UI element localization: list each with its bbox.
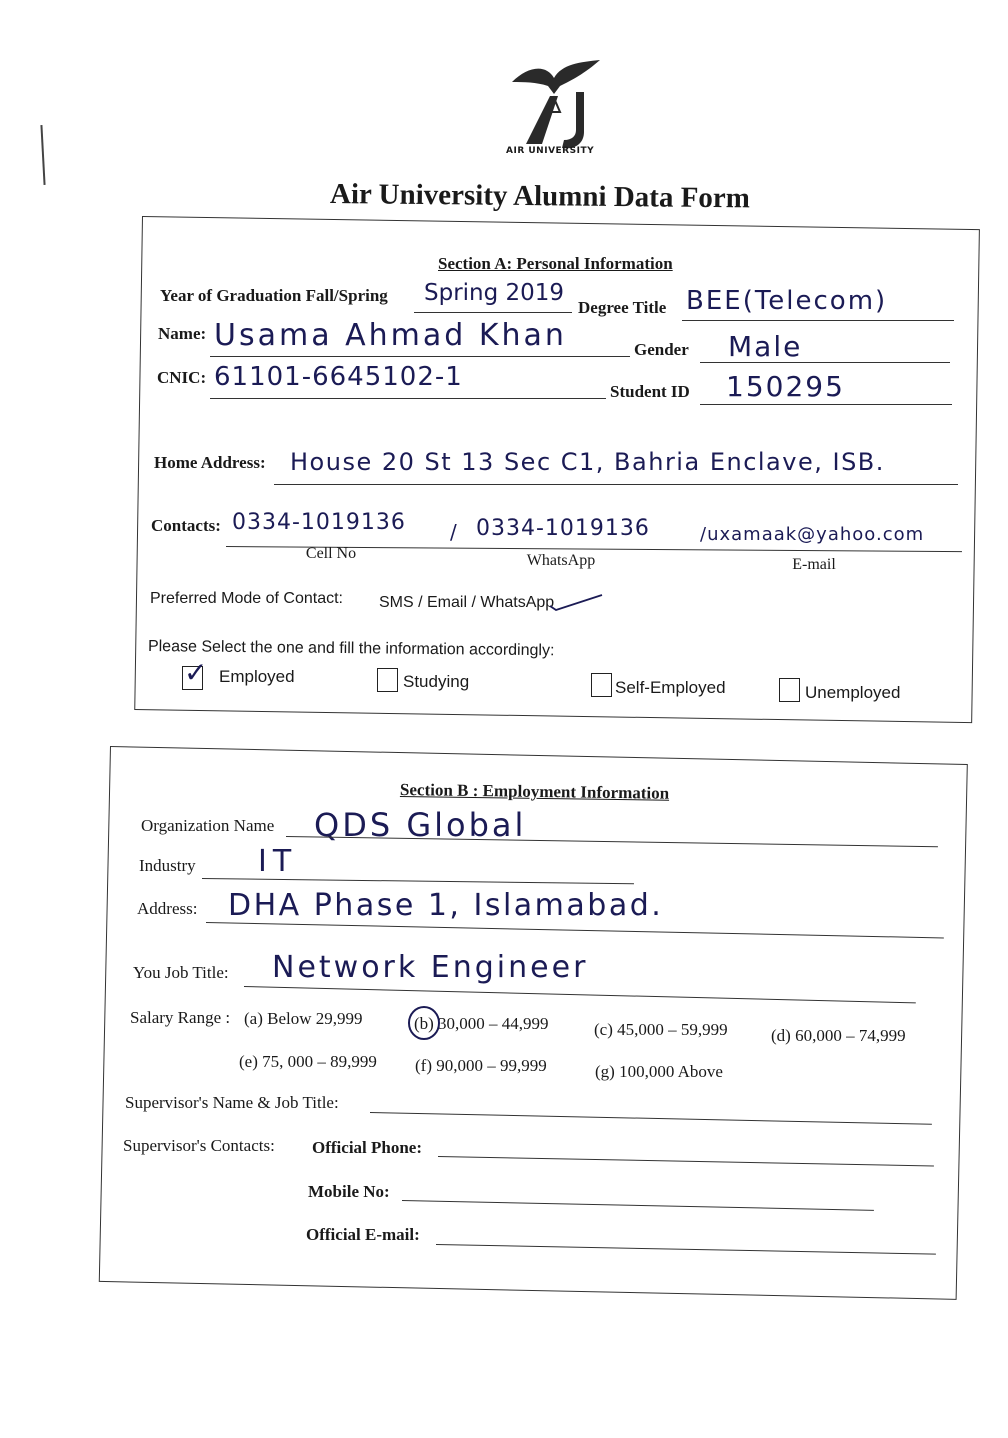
salary-label: Salary Range : <box>130 1008 231 1027</box>
degree-field[interactable]: BEE(Telecom) <box>686 286 888 316</box>
home-address-underline <box>274 484 958 485</box>
email-caption: E-mail <box>792 556 836 573</box>
home-address-field[interactable]: House 20 St 13 Sec C1, Bahria Enclave, ISB. <box>290 448 885 476</box>
employer-address-field[interactable]: DHA Phase 1, Islamabad. <box>228 888 664 923</box>
salary-option-c[interactable]: (c) 45,000 – 59,999 <box>594 1020 728 1039</box>
year-label: Year of Graduation Fall/Spring <box>160 286 388 305</box>
official-email-label: Official E-mail: <box>306 1225 420 1244</box>
contacts-separator: / <box>450 520 459 544</box>
salary-option-b[interactable]: 30,000 – 44,999 <box>438 1014 549 1033</box>
name-label: Name: <box>158 324 207 343</box>
form-title: Air University Alumni Data Form <box>329 178 751 215</box>
supervisor-contacts-label: Supervisor's Contacts: <box>123 1136 275 1155</box>
self-employed-label: Self-Employed <box>615 678 726 697</box>
employed-label: Employed <box>219 667 295 686</box>
name-underline <box>210 356 630 357</box>
section-b-heading: Section B : Employment Information <box>399 780 670 803</box>
preferred-tick-mark <box>548 592 604 612</box>
employer-address-label: Address: <box>137 899 198 918</box>
studying-label: Studying <box>403 672 470 691</box>
salary-selected-circle <box>406 1002 442 1042</box>
student-id-underline <box>700 404 952 405</box>
unemployed-checkbox[interactable] <box>779 678 800 702</box>
preferred-contact-label: Preferred Mode of Contact: <box>150 590 343 607</box>
name-field[interactable]: Usama Ahmad Khan <box>214 318 567 353</box>
organization-label: Organization Name <box>141 816 275 835</box>
email-field[interactable]: /uxamaak@yahoo.com <box>700 524 925 545</box>
contacts-label: Contacts: <box>151 516 221 535</box>
unemployed-label: Unemployed <box>805 683 901 702</box>
official-phone-label: Official Phone: <box>312 1138 423 1157</box>
salary-option-g[interactable]: (g) 100,000 Above <box>595 1062 723 1081</box>
salary-option-d[interactable]: (d) 60,000 – 74,999 <box>771 1026 906 1045</box>
organization-field[interactable]: QDS Global <box>314 806 527 844</box>
salary-option-a[interactable]: (a) Below 29,999 <box>244 1009 363 1028</box>
salary-option-b-mark: (b) <box>414 1014 434 1033</box>
supervisor-name-label: Supervisor's Name & Job Title: <box>125 1093 339 1112</box>
gender-underline <box>700 362 950 363</box>
home-address-label: Home Address: <box>154 453 266 472</box>
salary-option-f[interactable]: (f) 90,000 – 99,999 <box>415 1056 547 1075</box>
student-id-field[interactable]: 150295 <box>726 370 845 403</box>
employed-check-mark: ✓ <box>184 656 208 689</box>
year-underline <box>414 312 572 313</box>
cell-no-field[interactable]: 0334-1019136 <box>232 510 406 535</box>
degree-underline <box>682 320 954 321</box>
gender-label: Gender <box>634 340 689 359</box>
degree-label: Degree Title <box>578 298 667 317</box>
logo-caption: AIR UNIVERSITY <box>506 146 595 156</box>
select-instruction: Please Select the one and fill the information accordingly: <box>147 638 555 660</box>
cnic-underline <box>210 398 606 399</box>
cnic-field[interactable]: 61101-6645102-1 <box>214 362 463 392</box>
cell-no-caption: Cell No <box>305 545 357 562</box>
student-id-label: Student ID <box>610 382 690 401</box>
preferred-contact-options: SMS / Email / WhatsApp <box>379 594 555 611</box>
studying-checkbox[interactable] <box>377 668 398 692</box>
gender-field[interactable]: Male <box>728 330 803 363</box>
whatsapp-caption: WhatsApp <box>526 552 596 569</box>
year-field[interactable]: Spring 2019 <box>424 280 565 306</box>
job-title-field[interactable]: Network Engineer <box>272 950 589 985</box>
cnic-label: CNIC: <box>157 368 207 387</box>
section-a-heading: Section A: Personal Information <box>438 254 673 273</box>
industry-field[interactable]: IT <box>258 844 298 879</box>
whatsapp-field[interactable]: 0334-1019136 <box>476 516 650 541</box>
mobile-label: Mobile No: <box>308 1182 390 1201</box>
margin-mark <box>40 125 45 185</box>
self-employed-checkbox[interactable] <box>591 673 612 697</box>
salary-option-e[interactable]: (e) 75, 000 – 89,999 <box>239 1052 377 1071</box>
job-title-label: You Job Title: <box>133 963 229 982</box>
industry-label: Industry <box>139 856 196 875</box>
